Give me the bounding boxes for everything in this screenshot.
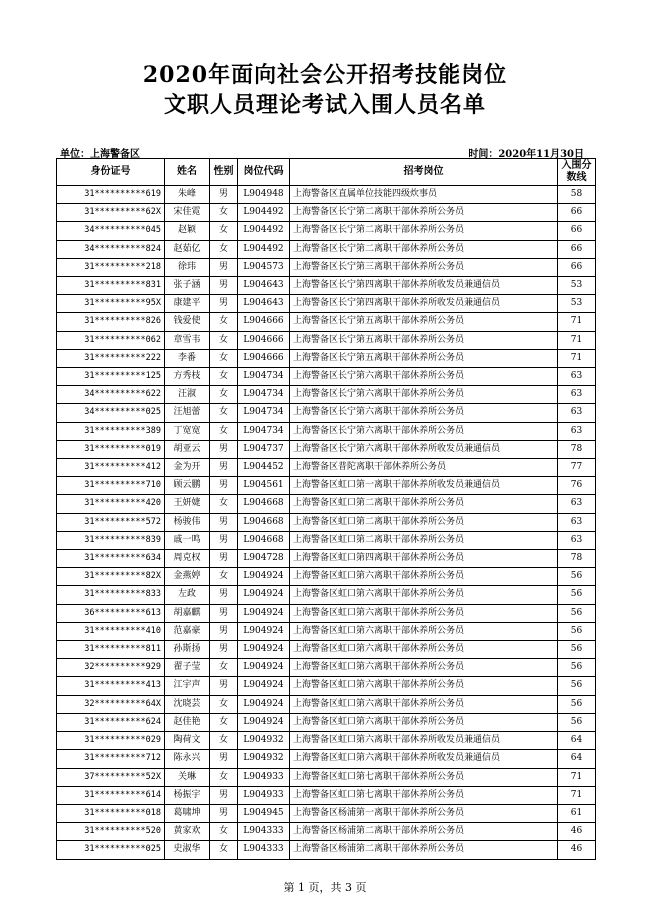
table-row bbox=[57, 422, 596, 440]
cell-post: 上海警备区长宁第二离职干部休养所公务员 bbox=[290, 222, 558, 240]
cell-name: 戚一鸣 bbox=[165, 531, 210, 549]
cell-cutoff-score: 66 bbox=[558, 204, 596, 222]
cell-gender: 男 bbox=[210, 604, 238, 622]
table-row bbox=[57, 732, 596, 750]
cell-gender: 男 bbox=[210, 477, 238, 495]
cell-post: 上海警备区长宁第六离职干部休养所公务员 bbox=[290, 368, 558, 386]
cell-cutoff-score: 61 bbox=[558, 804, 596, 822]
cell-name: 宋佳霓 bbox=[165, 204, 210, 222]
cell-id-number: 31**********839 bbox=[57, 531, 165, 549]
cell-name: 朱峰 bbox=[165, 186, 210, 204]
table-row bbox=[57, 204, 596, 222]
cell-gender: 女 bbox=[210, 240, 238, 258]
table-row bbox=[57, 586, 596, 604]
cell-post-code: L904492 bbox=[238, 240, 290, 258]
cell-post-code: L904666 bbox=[238, 313, 290, 331]
cell-post: 上海警备区虹口第六离职干部休养所公务员 bbox=[290, 604, 558, 622]
cell-post-code: L904668 bbox=[238, 531, 290, 549]
cell-name: 孙斯扬 bbox=[165, 641, 210, 659]
cell-name: 章雪韦 bbox=[165, 331, 210, 349]
cell-cutoff-score: 71 bbox=[558, 331, 596, 349]
cell-cutoff-score: 66 bbox=[558, 240, 596, 258]
cell-post: 上海警备区杨浦第二离职干部休养所公务员 bbox=[290, 823, 558, 841]
cell-id-number: 31**********412 bbox=[57, 459, 165, 477]
cell-id-number: 31**********019 bbox=[57, 440, 165, 458]
cell-gender: 女 bbox=[210, 404, 238, 422]
cell-name: 康建平 bbox=[165, 295, 210, 313]
table-row bbox=[57, 368, 596, 386]
table-row bbox=[57, 240, 596, 258]
cell-cutoff-score: 64 bbox=[558, 732, 596, 750]
table-row bbox=[57, 440, 596, 458]
cell-id-number: 31**********712 bbox=[57, 750, 165, 768]
table-body bbox=[57, 186, 596, 860]
cell-post: 上海警备区长宁第五离职干部休养所公务员 bbox=[290, 349, 558, 367]
cell-id-number: 36**********613 bbox=[57, 604, 165, 622]
cell-cutoff-score: 64 bbox=[558, 750, 596, 768]
cell-post: 上海警备区虹口第二离职干部休养所公务员 bbox=[290, 531, 558, 549]
table-row bbox=[57, 513, 596, 531]
cell-post-code: L904728 bbox=[238, 550, 290, 568]
cell-cutoff-score: 66 bbox=[558, 222, 596, 240]
cell-post-code: L904737 bbox=[238, 440, 290, 458]
cell-post: 上海警备区长宁第六离职干部休养所收发员兼通信员 bbox=[290, 440, 558, 458]
cell-post-code: L904924 bbox=[238, 641, 290, 659]
cell-cutoff-score: 56 bbox=[558, 586, 596, 604]
cell-post: 上海警备区长宁第四离职干部休养所收发员兼通信员 bbox=[290, 295, 558, 313]
cell-gender: 男 bbox=[210, 277, 238, 295]
cell-id-number: 31**********520 bbox=[57, 823, 165, 841]
cell-post-code: L904452 bbox=[238, 459, 290, 477]
cell-post-code: L904734 bbox=[238, 404, 290, 422]
cell-id-number: 31**********062 bbox=[57, 331, 165, 349]
cell-id-number: 31**********420 bbox=[57, 495, 165, 513]
cell-gender: 男 bbox=[210, 513, 238, 531]
cell-gender: 女 bbox=[210, 222, 238, 240]
cell-post-code: L904561 bbox=[238, 477, 290, 495]
cell-gender: 男 bbox=[210, 531, 238, 549]
cell-gender: 女 bbox=[210, 568, 238, 586]
cell-post: 上海警备区长宁第三离职干部休养所公务员 bbox=[290, 258, 558, 276]
cell-id-number: 34**********045 bbox=[57, 222, 165, 240]
table-row bbox=[57, 750, 596, 768]
cell-id-number: 31**********025 bbox=[57, 841, 165, 859]
cell-post: 上海警备区虹口第七离职干部休养所公务员 bbox=[290, 786, 558, 804]
cell-name: 关琳 bbox=[165, 768, 210, 786]
cell-id-number: 31**********710 bbox=[57, 477, 165, 495]
table-row bbox=[57, 277, 596, 295]
cell-name: 钱爱使 bbox=[165, 313, 210, 331]
cell-post: 上海警备区虹口第六离职干部休养所公务员 bbox=[290, 641, 558, 659]
cell-name: 王妍婕 bbox=[165, 495, 210, 513]
cell-post: 上海警备区虹口第七离职干部休养所公务员 bbox=[290, 768, 558, 786]
cell-gender: 女 bbox=[210, 386, 238, 404]
cell-post-code: L904924 bbox=[238, 568, 290, 586]
cell-gender: 女 bbox=[210, 732, 238, 750]
document-title-line1: 2020年面向社会公开招考技能岗位 bbox=[142, 62, 508, 88]
cell-name: 赵茹亿 bbox=[165, 240, 210, 258]
cell-name: 金燕婷 bbox=[165, 568, 210, 586]
cell-post: 上海警备区长宁第六离职干部休养所公务员 bbox=[290, 386, 558, 404]
cell-cutoff-score: 56 bbox=[558, 659, 596, 677]
cell-cutoff-score: 71 bbox=[558, 313, 596, 331]
cell-post: 上海警备区杨浦第一离职干部休养所公务员 bbox=[290, 804, 558, 822]
cell-post-code: L904924 bbox=[238, 695, 290, 713]
cell-cutoff-score: 78 bbox=[558, 440, 596, 458]
cell-post-code: L904643 bbox=[238, 295, 290, 313]
cell-id-number: 34**********025 bbox=[57, 404, 165, 422]
cell-gender: 女 bbox=[210, 495, 238, 513]
table-row bbox=[57, 477, 596, 495]
table-row bbox=[57, 568, 596, 586]
cell-gender: 女 bbox=[210, 713, 238, 731]
cell-name: 杨骏伟 bbox=[165, 513, 210, 531]
cell-cutoff-score: 63 bbox=[558, 422, 596, 440]
cell-cutoff-score: 71 bbox=[558, 786, 596, 804]
cell-post: 上海警备区虹口第六离职干部休养所公务员 bbox=[290, 586, 558, 604]
cell-gender: 男 bbox=[210, 186, 238, 204]
cell-gender: 男 bbox=[210, 258, 238, 276]
cell-cutoff-score: 56 bbox=[558, 641, 596, 659]
cell-post-code: L904492 bbox=[238, 222, 290, 240]
cell-gender: 男 bbox=[210, 622, 238, 640]
table-row bbox=[57, 222, 596, 240]
cell-id-number: 31**********82X bbox=[57, 568, 165, 586]
cell-post-code: L904933 bbox=[238, 768, 290, 786]
table-row bbox=[57, 768, 596, 786]
table-row bbox=[57, 295, 596, 313]
cell-cutoff-score: 76 bbox=[558, 477, 596, 495]
cell-gender: 女 bbox=[210, 368, 238, 386]
cell-name: 葛啸坤 bbox=[165, 804, 210, 822]
cell-post-code: L904948 bbox=[238, 186, 290, 204]
cell-post: 上海警备区虹口第六离职干部休养所公务员 bbox=[290, 622, 558, 640]
cell-name: 徐玮 bbox=[165, 258, 210, 276]
table-row bbox=[57, 495, 596, 513]
cell-cutoff-score: 56 bbox=[558, 604, 596, 622]
cell-gender: 男 bbox=[210, 750, 238, 768]
cell-gender: 女 bbox=[210, 768, 238, 786]
cell-post-code: L904924 bbox=[238, 622, 290, 640]
cell-post-code: L904924 bbox=[238, 586, 290, 604]
cell-id-number: 31**********125 bbox=[57, 368, 165, 386]
table-header-row bbox=[57, 159, 596, 186]
cell-post-code: L904924 bbox=[238, 713, 290, 731]
cell-id-number: 31**********624 bbox=[57, 713, 165, 731]
cell-post: 上海警备区长宁第二离职干部休养所公务员 bbox=[290, 240, 558, 258]
header-post-code: 岗位代码 bbox=[238, 159, 290, 186]
date-label: 时间：2020年11月30日 bbox=[468, 149, 584, 160]
cell-post-code: L904734 bbox=[238, 386, 290, 404]
cell-gender: 女 bbox=[210, 349, 238, 367]
cell-cutoff-score: 56 bbox=[558, 695, 596, 713]
cell-post-code: L904734 bbox=[238, 422, 290, 440]
cell-post-code: L904734 bbox=[238, 368, 290, 386]
cell-name: 张子涵 bbox=[165, 277, 210, 295]
candidates-table bbox=[56, 158, 596, 860]
cell-name: 胡嘉麒 bbox=[165, 604, 210, 622]
cell-post-code: L904492 bbox=[238, 204, 290, 222]
cell-gender: 男 bbox=[210, 677, 238, 695]
cell-cutoff-score: 78 bbox=[558, 550, 596, 568]
table-row bbox=[57, 641, 596, 659]
cell-gender: 女 bbox=[210, 841, 238, 859]
cell-cutoff-score: 77 bbox=[558, 459, 596, 477]
cell-cutoff-score: 56 bbox=[558, 622, 596, 640]
cell-post: 上海警备区虹口第六离职干部休养所公务员 bbox=[290, 695, 558, 713]
cell-name: 黄家欢 bbox=[165, 823, 210, 841]
cell-name: 胡亚云 bbox=[165, 440, 210, 458]
cell-post: 上海警备区杨浦第二离职干部休养所公务员 bbox=[290, 841, 558, 859]
cell-post-code: L904932 bbox=[238, 750, 290, 768]
cell-gender: 男 bbox=[210, 440, 238, 458]
cell-cutoff-score: 53 bbox=[558, 277, 596, 295]
cell-name: 翟子莹 bbox=[165, 659, 210, 677]
cell-post: 上海警备区直属单位技能四级炊事员 bbox=[290, 186, 558, 204]
cell-name: 杨振宇 bbox=[165, 786, 210, 804]
cell-gender: 男 bbox=[210, 641, 238, 659]
cell-id-number: 34**********824 bbox=[57, 240, 165, 258]
page-footer: 第 1 页，共 3 页 bbox=[283, 881, 367, 894]
cell-gender: 女 bbox=[210, 204, 238, 222]
cell-id-number: 31**********218 bbox=[57, 258, 165, 276]
cell-post-code: L904924 bbox=[238, 677, 290, 695]
table-row bbox=[57, 841, 596, 859]
cell-post: 上海警备区普陀离职干部休养所公务员 bbox=[290, 459, 558, 477]
cell-post-code: L904573 bbox=[238, 258, 290, 276]
header-post: 招考岗位 bbox=[290, 159, 558, 186]
cell-post: 上海警备区虹口第二离职干部休养所公务员 bbox=[290, 513, 558, 531]
table-row bbox=[57, 622, 596, 640]
cell-post: 上海警备区虹口第六离职干部休养所公务员 bbox=[290, 713, 558, 731]
cell-name: 陈永兴 bbox=[165, 750, 210, 768]
cell-cutoff-score: 46 bbox=[558, 841, 596, 859]
cell-post: 上海警备区虹口第六离职干部休养所公务员 bbox=[290, 568, 558, 586]
cell-name: 丁宽宽 bbox=[165, 422, 210, 440]
table-row bbox=[57, 404, 596, 422]
cell-post: 上海警备区虹口第二离职干部休养所公务员 bbox=[290, 495, 558, 513]
cell-post: 上海警备区长宁第六离职干部休养所公务员 bbox=[290, 422, 558, 440]
cell-post: 上海警备区虹口第四离职干部休养所公务员 bbox=[290, 550, 558, 568]
cell-id-number: 31**********833 bbox=[57, 586, 165, 604]
table-row bbox=[57, 695, 596, 713]
table-row bbox=[57, 786, 596, 804]
header-name: 姓名 bbox=[165, 159, 210, 186]
cell-name: 赵颖 bbox=[165, 222, 210, 240]
cell-post-code: L904932 bbox=[238, 732, 290, 750]
table-row bbox=[57, 550, 596, 568]
cell-post: 上海警备区虹口第六离职干部休养所收发员兼通信员 bbox=[290, 750, 558, 768]
cell-cutoff-score: 63 bbox=[558, 531, 596, 549]
cell-cutoff-score: 71 bbox=[558, 349, 596, 367]
cell-post: 上海警备区虹口第一离职干部休养所收发员兼通信员 bbox=[290, 477, 558, 495]
cell-post-code: L904933 bbox=[238, 786, 290, 804]
cell-post-code: L904643 bbox=[238, 277, 290, 295]
cell-post: 上海警备区长宁第五离职干部休养所公务员 bbox=[290, 331, 558, 349]
cell-post-code: L904666 bbox=[238, 349, 290, 367]
cell-post: 上海警备区虹口第六离职干部休养所公务员 bbox=[290, 659, 558, 677]
cell-id-number: 31**********389 bbox=[57, 422, 165, 440]
cell-gender: 女 bbox=[210, 659, 238, 677]
cell-id-number: 31**********413 bbox=[57, 677, 165, 695]
cell-name: 周克权 bbox=[165, 550, 210, 568]
cell-post-code: L904668 bbox=[238, 495, 290, 513]
cell-gender: 男 bbox=[210, 586, 238, 604]
cell-id-number: 32**********64X bbox=[57, 695, 165, 713]
cell-gender: 男 bbox=[210, 295, 238, 313]
cell-id-number: 31**********619 bbox=[57, 186, 165, 204]
table-row bbox=[57, 349, 596, 367]
cell-cutoff-score: 56 bbox=[558, 713, 596, 731]
cell-id-number: 31**********95X bbox=[57, 295, 165, 313]
cell-post: 上海警备区长宁第五离职干部休养所公务员 bbox=[290, 313, 558, 331]
cell-name: 范嘉豪 bbox=[165, 622, 210, 640]
table-row bbox=[57, 677, 596, 695]
table-row bbox=[57, 386, 596, 404]
cell-post: 上海警备区虹口第六离职干部休养所公务员 bbox=[290, 677, 558, 695]
cell-id-number: 37**********52X bbox=[57, 768, 165, 786]
cell-name: 沈晓芸 bbox=[165, 695, 210, 713]
cell-name: 汪旭蕾 bbox=[165, 404, 210, 422]
cell-cutoff-score: 63 bbox=[558, 513, 596, 531]
cell-cutoff-score: 46 bbox=[558, 823, 596, 841]
cell-id-number: 31**********62X bbox=[57, 204, 165, 222]
table-row bbox=[57, 823, 596, 841]
cell-name: 李番 bbox=[165, 349, 210, 367]
table-row bbox=[57, 804, 596, 822]
cell-id-number: 31**********222 bbox=[57, 349, 165, 367]
cell-post-code: L904945 bbox=[238, 804, 290, 822]
cell-id-number: 31**********029 bbox=[57, 732, 165, 750]
cell-cutoff-score: 56 bbox=[558, 568, 596, 586]
cell-id-number: 31**********811 bbox=[57, 641, 165, 659]
cell-post-code: L904924 bbox=[238, 659, 290, 677]
cell-cutoff-score: 63 bbox=[558, 368, 596, 386]
cell-gender: 男 bbox=[210, 459, 238, 477]
cell-post: 上海警备区长宁第四离职干部休养所收发员兼通信员 bbox=[290, 277, 558, 295]
cell-post-code: L904668 bbox=[238, 513, 290, 531]
cell-id-number: 32**********929 bbox=[57, 659, 165, 677]
table-row bbox=[57, 459, 596, 477]
cell-id-number: 34**********622 bbox=[57, 386, 165, 404]
cell-cutoff-score: 58 bbox=[558, 186, 596, 204]
cell-id-number: 31**********572 bbox=[57, 513, 165, 531]
cell-name: 左政 bbox=[165, 586, 210, 604]
cell-id-number: 31**********634 bbox=[57, 550, 165, 568]
cell-cutoff-score: 53 bbox=[558, 295, 596, 313]
cell-name: 江宇声 bbox=[165, 677, 210, 695]
cell-name: 赵佳艳 bbox=[165, 713, 210, 731]
cell-id-number: 31**********018 bbox=[57, 804, 165, 822]
cell-post-code: L904333 bbox=[238, 841, 290, 859]
cell-cutoff-score: 63 bbox=[558, 495, 596, 513]
cell-cutoff-score: 71 bbox=[558, 768, 596, 786]
cell-id-number: 31**********614 bbox=[57, 786, 165, 804]
cell-gender: 女 bbox=[210, 422, 238, 440]
cell-cutoff-score: 66 bbox=[558, 258, 596, 276]
header-gender: 性别 bbox=[210, 159, 238, 186]
table-row bbox=[57, 331, 596, 349]
unit-label: 单位：上海警备区 bbox=[60, 149, 140, 160]
table-row bbox=[57, 713, 596, 731]
cell-name: 陶荷文 bbox=[165, 732, 210, 750]
cell-post-code: L904333 bbox=[238, 823, 290, 841]
cell-gender: 男 bbox=[210, 550, 238, 568]
cell-gender: 女 bbox=[210, 313, 238, 331]
table-row bbox=[57, 659, 596, 677]
cell-post: 上海警备区长宁第二离职干部休养所公务员 bbox=[290, 204, 558, 222]
cell-name: 方秀枝 bbox=[165, 368, 210, 386]
cell-name: 金为开 bbox=[165, 459, 210, 477]
cell-post: 上海警备区虹口第六离职干部休养所收发员兼通信员 bbox=[290, 732, 558, 750]
cell-gender: 女 bbox=[210, 823, 238, 841]
cell-gender: 男 bbox=[210, 786, 238, 804]
cell-name: 史淑华 bbox=[165, 841, 210, 859]
cell-name: 顾云鹏 bbox=[165, 477, 210, 495]
cell-cutoff-score: 56 bbox=[558, 677, 596, 695]
cell-post-code: L904666 bbox=[238, 331, 290, 349]
table-row bbox=[57, 313, 596, 331]
cell-cutoff-score: 63 bbox=[558, 404, 596, 422]
table-row bbox=[57, 186, 596, 204]
cell-gender: 男 bbox=[210, 804, 238, 822]
cell-post-code: L904924 bbox=[238, 604, 290, 622]
cell-name: 汪淑 bbox=[165, 386, 210, 404]
table-row bbox=[57, 604, 596, 622]
cell-id-number: 31**********831 bbox=[57, 277, 165, 295]
table-row bbox=[57, 258, 596, 276]
cell-gender: 女 bbox=[210, 695, 238, 713]
table-row bbox=[57, 531, 596, 549]
document-title-line2: 文职人员理论考试入围人员名单 bbox=[163, 92, 486, 118]
cell-cutoff-score: 63 bbox=[558, 386, 596, 404]
header-id-number: 身份证号 bbox=[57, 159, 165, 186]
cell-id-number: 31**********826 bbox=[57, 313, 165, 331]
cell-post: 上海警备区长宁第六离职干部休养所公务员 bbox=[290, 404, 558, 422]
cell-gender: 女 bbox=[210, 331, 238, 349]
cell-id-number: 31**********410 bbox=[57, 622, 165, 640]
header-cutoff-score: 入围分数线 bbox=[558, 159, 596, 186]
